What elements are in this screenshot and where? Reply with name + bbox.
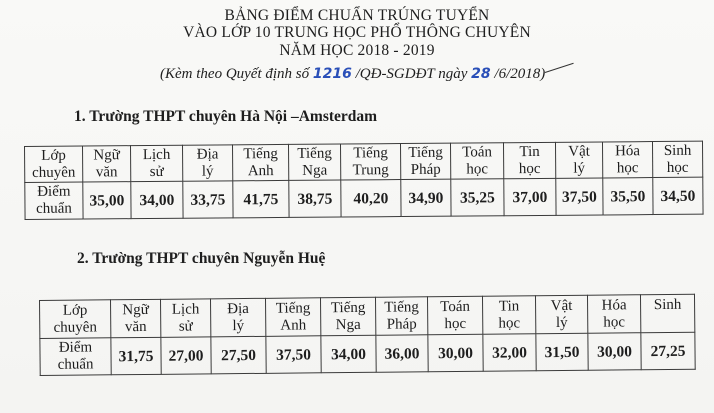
column-header: Hóa học — [602, 142, 652, 178]
column-header: Lịch sử — [131, 145, 183, 181]
decision-day-handwritten: 28 — [471, 66, 491, 82]
table-row — [25, 177, 703, 219]
column-header: Tiếng Anh — [232, 144, 288, 180]
column-header: Lịch sử — [160, 299, 210, 337]
row-label-header: Lớp chuyên — [25, 146, 83, 182]
row-label: Điểm chuẩn — [40, 338, 111, 376]
score-cell: 34,00 — [321, 335, 376, 373]
document-title-line-2: VÀO LỚP 10 TRUNG HỌC PHỔ THÔNG CHUYÊN — [183, 24, 531, 41]
document-title-line-3: NĂM HỌC 2018 - 2019 — [279, 42, 435, 59]
column-header: Tiếng Pháp — [375, 297, 427, 335]
score-cell: 41,75 — [233, 180, 289, 217]
score-cell: 27,50 — [211, 336, 266, 374]
column-header: Tiếng Trung — [340, 144, 400, 180]
column-header: Vật lý — [555, 142, 602, 178]
column-header: Tin học — [482, 296, 535, 335]
score-cell: 37,50 — [266, 336, 321, 374]
score-cell: 36,00 — [376, 335, 428, 372]
decision-middle: /QĐ-SGDĐT ngày — [351, 66, 472, 82]
column-header: Ngữ văn — [111, 299, 161, 337]
score-cell: 32,00 — [483, 334, 536, 372]
column-header: Ngữ văn — [83, 146, 131, 182]
decision-reference — [160, 66, 575, 83]
signature-mark-icon — [545, 66, 575, 78]
score-cell: 40,20 — [341, 180, 401, 217]
score-cell: 27,25 — [641, 332, 695, 370]
score-cell: 35,25 — [451, 179, 504, 216]
column-header: Toán học — [427, 296, 482, 335]
score-cell: 30,00 — [588, 333, 641, 371]
score-cell: 37,00 — [504, 178, 556, 215]
score-cell: 34,50 — [653, 177, 703, 214]
column-header: Địa lý — [182, 145, 232, 181]
section-title-nguyen-hue: 2. Trường THPT chuyên Nguyễn Huệ — [77, 250, 326, 267]
document-title-line-1: BẢNG ĐIỂM CHUẨN TRÚNG TUYỂN — [224, 7, 490, 24]
column-header: Tiếng Anh — [265, 298, 320, 337]
decision-prefix: (Kèm theo Quyết định số — [160, 66, 313, 82]
score-cell: 30,00 — [428, 334, 483, 372]
score-table-hanoi-amsterdam — [24, 141, 704, 220]
score-cell: 34,90 — [401, 179, 451, 216]
score-cell: 31,50 — [536, 333, 588, 370]
score-cell: 35,00 — [83, 182, 131, 219]
column-header: Hóa học — [587, 295, 640, 334]
score-cell: 34,00 — [131, 181, 183, 218]
column-header: Địa lý — [210, 298, 265, 337]
decision-number-handwritten: 1216 — [312, 66, 352, 82]
score-cell: 35,50 — [603, 178, 653, 215]
table-header-row — [25, 141, 703, 182]
decision-suffix: /6/2018) — [490, 66, 546, 82]
score-cell: 38,75 — [289, 180, 341, 217]
column-header: Sinh — [640, 294, 694, 333]
column-header: Tin học — [503, 142, 555, 178]
row-label-header: Lớp chuyên — [40, 300, 111, 339]
column-header: Toán học — [450, 143, 503, 179]
column-header: Tiếng Nga — [288, 144, 340, 180]
score-cell: 31,75 — [111, 337, 161, 374]
score-table-nguyen-hue — [39, 294, 696, 376]
table-header-row — [40, 294, 695, 338]
section-title-hanoi-amsterdam: 1. Trường THPT chuyên Hà Nội –Amsterdam — [74, 108, 378, 125]
column-header: Sinh học — [652, 141, 702, 177]
column-header: Vật lý — [535, 295, 587, 333]
row-label: Điểm chuẩn — [25, 182, 83, 219]
score-cell: 27,00 — [161, 337, 211, 374]
score-cell: 33,75 — [183, 181, 233, 218]
column-header: Tiếng Nga — [320, 297, 375, 336]
column-header: Tiếng Pháp — [400, 143, 450, 179]
score-cell: 37,50 — [556, 178, 603, 215]
table-row — [40, 332, 695, 375]
